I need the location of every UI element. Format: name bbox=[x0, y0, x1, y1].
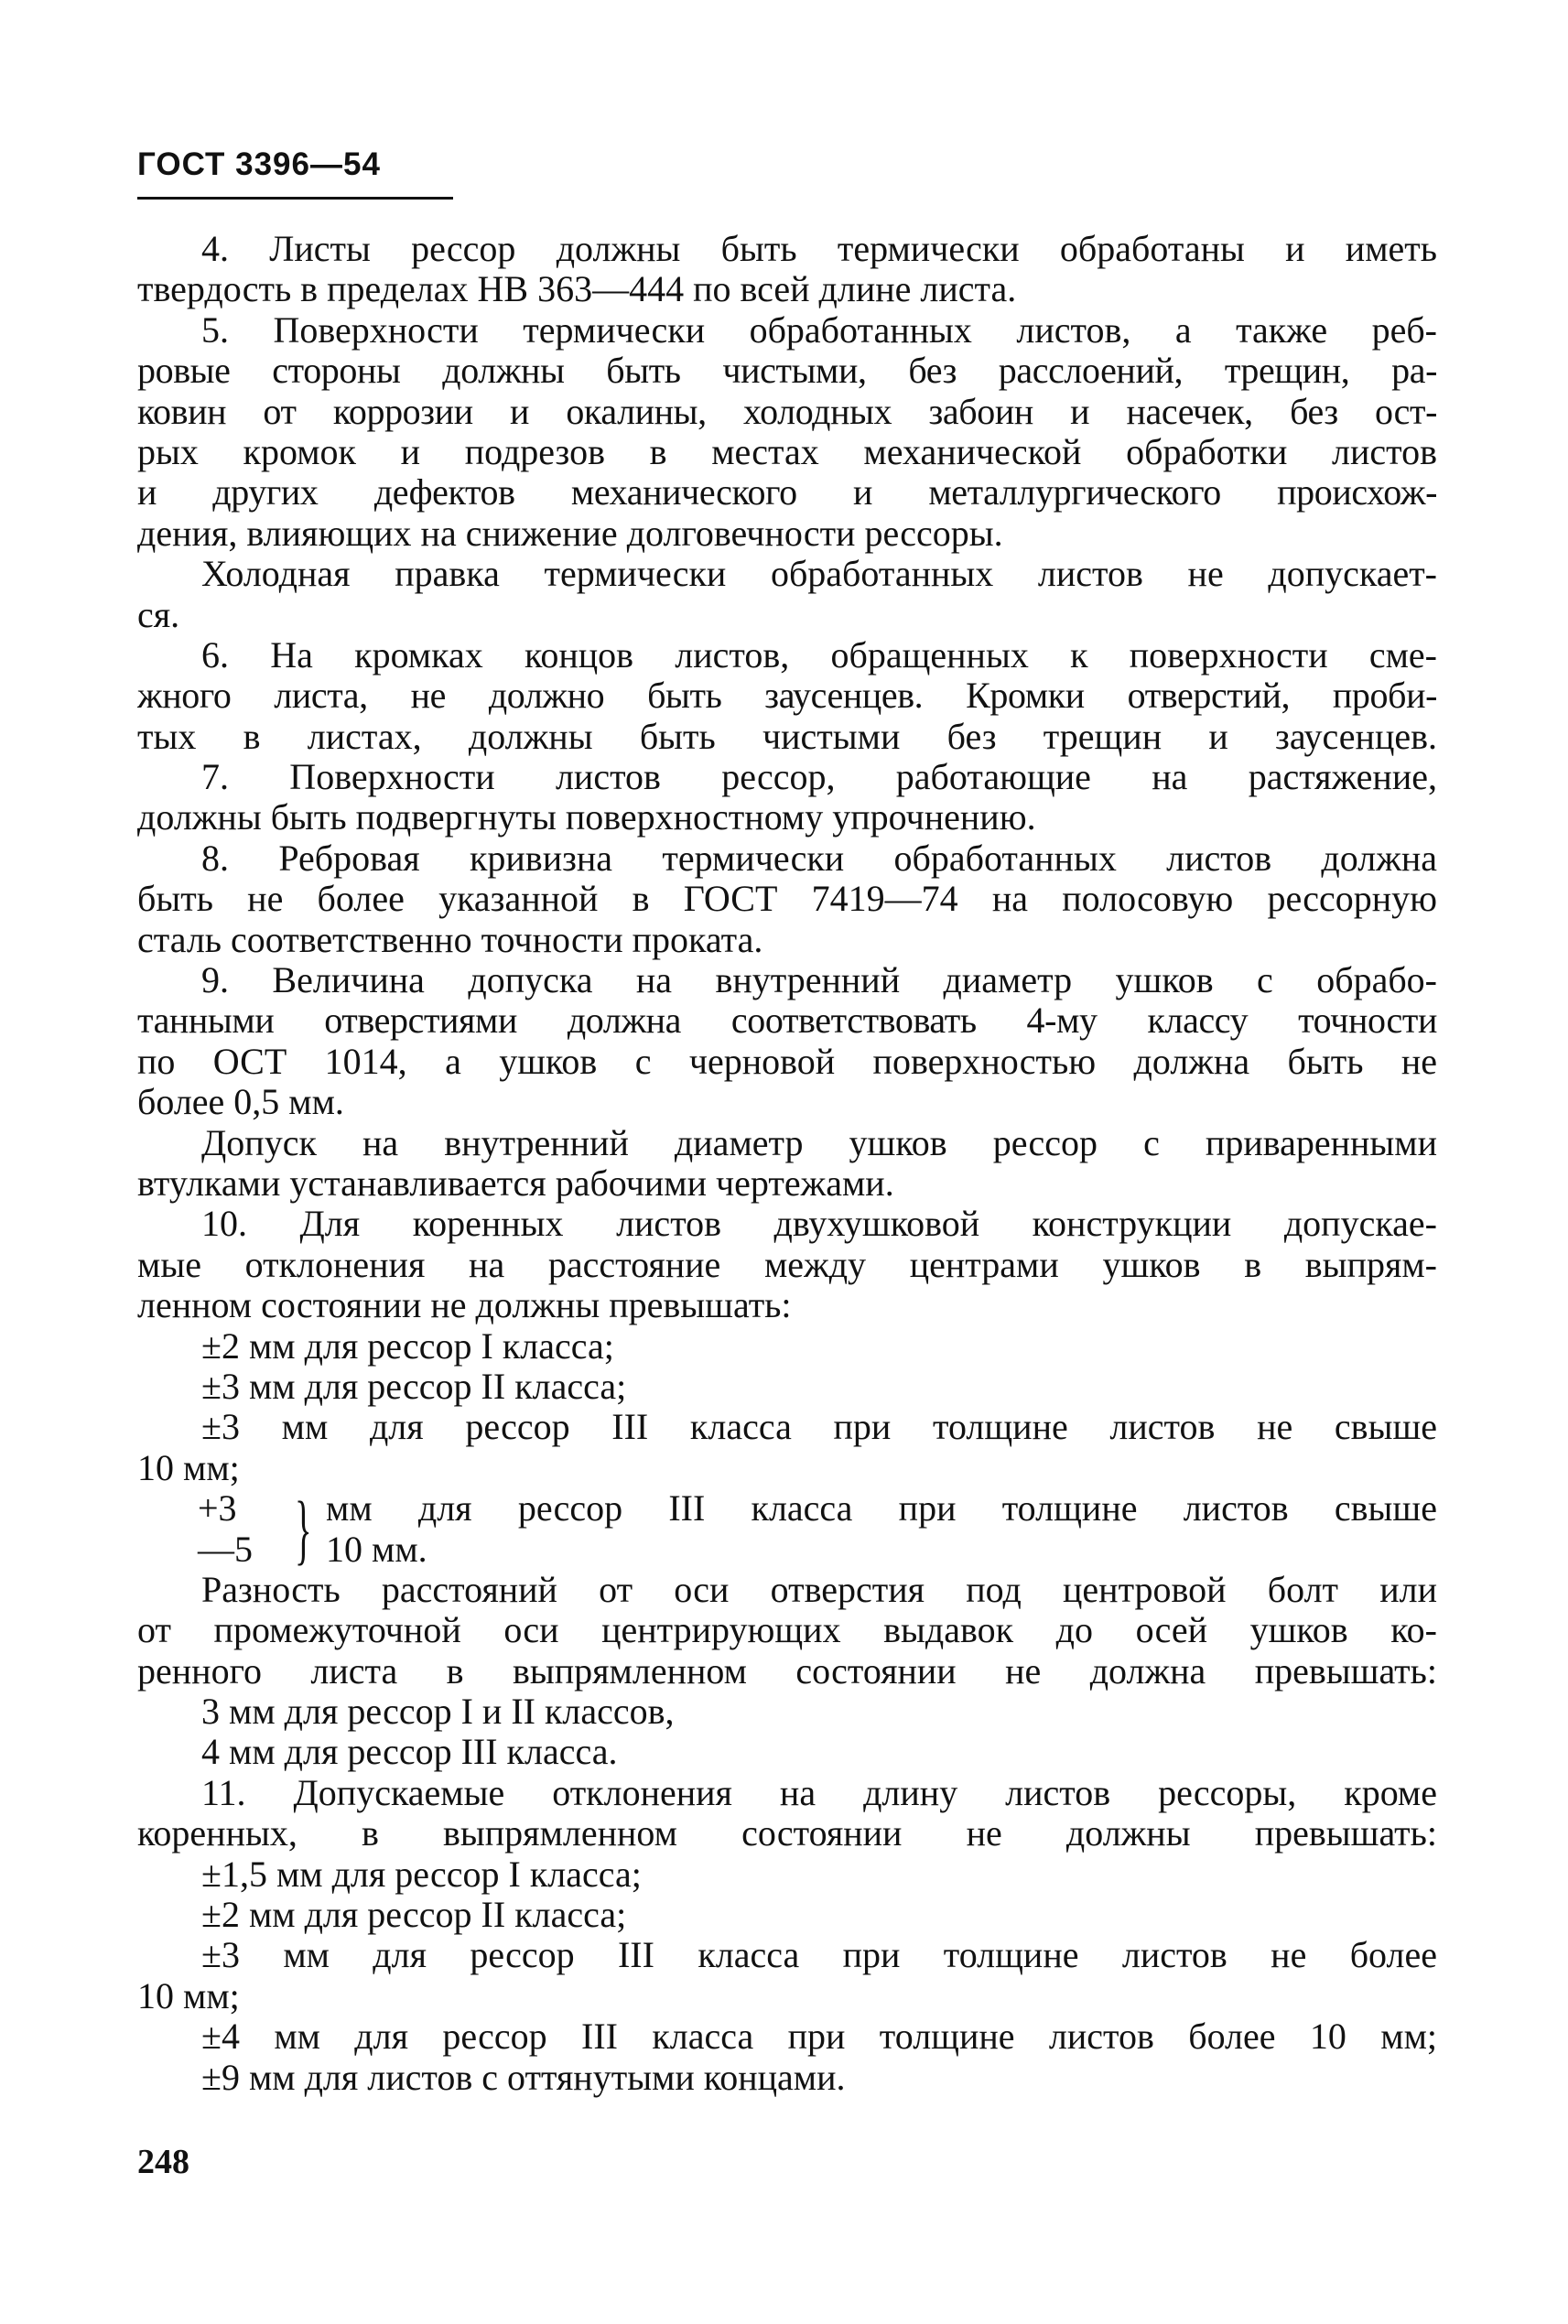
text-line: 5. Поверхности термически обработанных листов, а также реб- bbox=[201, 309, 1437, 351]
text-line: ковин от коррозии и окалины, холодных забоин и насечек, без ост- bbox=[137, 391, 1437, 432]
text-line: от промежуточной оси центрирующих выдавок до осей ушков ко- bbox=[137, 1610, 1437, 1651]
text-line: ленном состоянии не должны превышать: bbox=[137, 1285, 792, 1326]
text-line: более 0,5 мм. bbox=[137, 1082, 344, 1123]
text-line: коренных, в выпрямленном состоянии не должны превышать: bbox=[137, 1813, 1437, 1854]
text-line: ±2 мм для рессор II класса; bbox=[201, 1895, 627, 1936]
text-line: 4. Листы рессор должны быть термически обработаны и иметь bbox=[201, 229, 1437, 269]
text-line: ±1,5 мм для рессор I класса; bbox=[201, 1854, 642, 1895]
text-line: 10. Для коренных листов двухушковой конструкции допускае- bbox=[201, 1204, 1437, 1245]
tolerance-brace-block bbox=[137, 1485, 1437, 1573]
text-line: ся. bbox=[137, 594, 180, 635]
text-line: танными отверстиями должна соответствовать 4-му классу точности bbox=[137, 1000, 1437, 1042]
text-line: Разность расстояний от оси отверстия под центровой болт или bbox=[201, 1569, 1437, 1610]
page-number: 248 bbox=[137, 2143, 189, 2181]
text-line: и других дефектов механического и металлургического происхож- bbox=[137, 472, 1437, 513]
text-line: втулками устанавливается рабочими чертежами. bbox=[137, 1162, 894, 1204]
text-line: 6. На кромках концов листов, обращенных к поверхности сме- bbox=[201, 634, 1437, 676]
text-line: ±4 мм для рессор III класса при толщине листов более 10 мм; bbox=[201, 2016, 1437, 2058]
text-line: ренного листа в выпрямленном состоянии не должна превышать: bbox=[137, 1650, 1437, 1692]
text-line: ±2 мм для рессор I класса; bbox=[201, 1325, 614, 1367]
brace-glyph: } bbox=[295, 1485, 312, 1573]
text-line: мые отклонения на расстояние между центрами ушков в выпрям- bbox=[137, 1244, 1437, 1285]
text-line: твердость в пределах НВ 363—444 по всей длине листа. bbox=[137, 269, 1017, 310]
text-line: ±3 мм для рессор III класса при толщине листов не свыше bbox=[201, 1407, 1437, 1448]
text-line: по ОСТ 1014, а ушков с черновой поверхностью должна быть не bbox=[137, 1041, 1437, 1082]
text-line: жного листа, не должно быть заусенцев. Кромки отверстий, проби- bbox=[137, 676, 1437, 717]
text-line: ±3 мм для рессор II класса; bbox=[201, 1366, 627, 1407]
text-line: быть не более указанной в ГОСТ 7419—74 на полосовую рессорную bbox=[137, 879, 1437, 920]
text-line: ±3 мм для рессор III класса при толщине листов не более bbox=[201, 1935, 1437, 1976]
text-line: 10 мм; bbox=[137, 1447, 240, 1488]
document-body bbox=[137, 229, 1437, 2098]
text-line: 7. Поверхности листов рессор, работающие на растяжение, bbox=[201, 757, 1437, 798]
plus-minus-stack bbox=[198, 1488, 253, 1570]
text-line: 8. Ребровая кривизна термически обработанных листов должна bbox=[201, 838, 1437, 879]
text-line: Холодная правка термически обработанных листов не допускает- bbox=[201, 554, 1437, 595]
plus-minus-values: +3 —5 bbox=[198, 1487, 253, 1570]
text-line: дения, влияющих на снижение долговечности рессоры. bbox=[137, 513, 1003, 554]
text-line: 11. Допускаемые отклонения на длину листов рессоры, кроме bbox=[201, 1772, 1437, 1813]
text-line: рых кромок и подрезов в местах механической обработки листов bbox=[137, 431, 1437, 472]
document-header: ГОСТ 3396—54 bbox=[137, 146, 381, 182]
text-line: 4 мм для рессор III класса. bbox=[201, 1732, 618, 1773]
text-line: Допуск на внутренний диаметр ушков рессор с приваренными bbox=[201, 1122, 1437, 1163]
text-line: тых в листах, должны быть чистыми без трещин и заусенцев. bbox=[137, 716, 1437, 757]
text-line: сталь соответственно точности проката. bbox=[137, 919, 763, 960]
text-line: 3 мм для рессор I и II классов, bbox=[201, 1692, 675, 1733]
header-rule bbox=[137, 197, 453, 200]
text-line: мм для рессор III класса при толщине листов свыше bbox=[326, 1487, 1437, 1530]
text-line: должны быть подвергнуты поверхностному упрочнению. bbox=[137, 797, 1036, 838]
text-line: ровые стороны должны быть чистыми, без расслоений, трещин, ра- bbox=[137, 351, 1437, 392]
text-line: 10 мм. bbox=[326, 1528, 427, 1570]
text-line: ±9 мм для листов с оттянутыми концами. bbox=[201, 2057, 846, 2098]
text-line: 9. Величина допуска на внутренний диаметр ушков с обрабо- bbox=[201, 960, 1437, 1001]
text-line: 10 мм; bbox=[137, 1975, 240, 2016]
